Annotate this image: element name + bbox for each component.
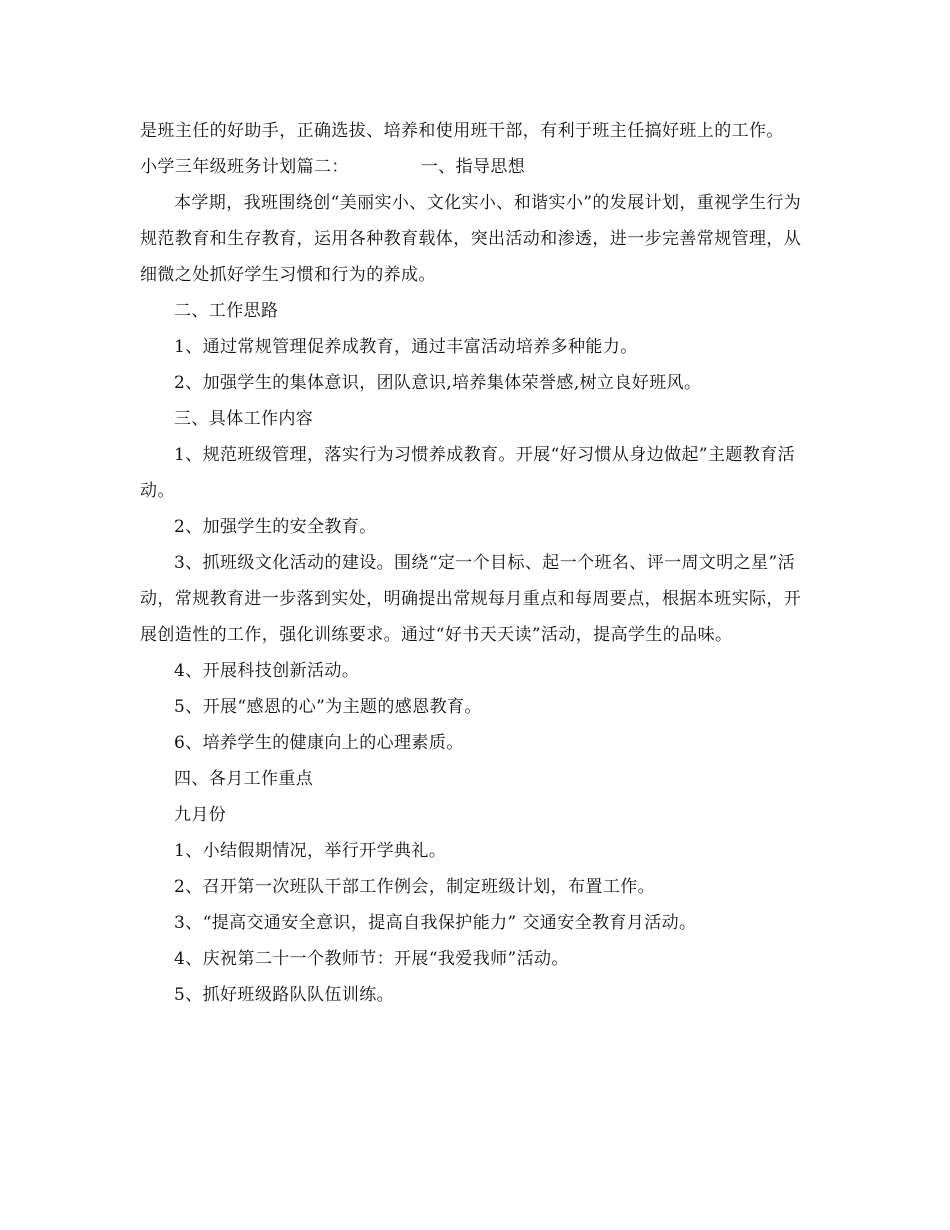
document-body — [140, 113, 812, 1013]
idea-item: 1、通过常规管理促养成教育，通过丰富活动培养多种能力。 — [174, 337, 638, 357]
content-item: 6、培养学生的健康向上的心理素质。 — [174, 733, 464, 753]
september-item: 4、庆祝第二十一个教师节：开展“我爱我师”活动。 — [174, 949, 569, 969]
continuation-paragraph: 是班主任的好助手，正确选拔、培养和使用班干部，有利于班主任搞好班上的工作。 — [140, 121, 784, 141]
september-item: 5、抓好班级路队队伍训练。 — [174, 985, 395, 1005]
content-item: 4、开展科技创新活动。 — [174, 661, 360, 681]
idea-item: 2、加强学生的集体意识，团队意识,培养集体荣誉感,树立良好班风。 — [174, 373, 702, 393]
section-title-line — [140, 149, 812, 185]
month-label: 九月份 — [174, 805, 227, 825]
heading-work-ideas: 二、工作思路 — [174, 301, 279, 321]
september-item: 2、召开第一次班队干部工作例会，制定班级计划，布置工作。 — [174, 877, 656, 897]
content-item: 3、抓班级文化活动的建设。围绕“定一个目标、起一个班名、评一周文明之星”活动，常规教育进一步落到实处，明确提出常规每月重点和每周要点，根据本班实际，开展创造性的工作，强化训练要求。通过“好书天天读”活动，提高学生的品味。 — [140, 553, 802, 645]
content-item: 5、开展“感恩的心”为主题的感恩教育。 — [174, 697, 482, 717]
content-item: 1、规范班级管理，落实行为习惯养成教育。开展“好习惯从身边做起”主题教育活动。 — [140, 445, 795, 501]
guiding-paragraph: 本学期，我班围绕创“美丽实小、文化实小、和谐实小”的发展计划，重视学生行为规范教育和生存教育，运用各种教育载体，突出活动和渗透，进一步完善常规管理，从细微之处抓好学生习惯和行为的养成。 — [140, 193, 802, 285]
september-item: 1、小结假期情况，举行开学典礼。 — [174, 841, 447, 861]
content-item: 2、加强学生的安全教育。 — [174, 517, 377, 537]
section-label: 小学三年级班务计划篇二： — [140, 157, 349, 177]
heading-work-content: 三、具体工作内容 — [174, 409, 314, 429]
september-item: 3、“提高交通安全意识，提高自我保护能力” 交通安全教育月活动。 — [174, 913, 697, 933]
heading-monthly-focus: 四、各月工作重点 — [174, 769, 314, 789]
section-heading-guiding: 一、指导思想 — [420, 157, 526, 177]
